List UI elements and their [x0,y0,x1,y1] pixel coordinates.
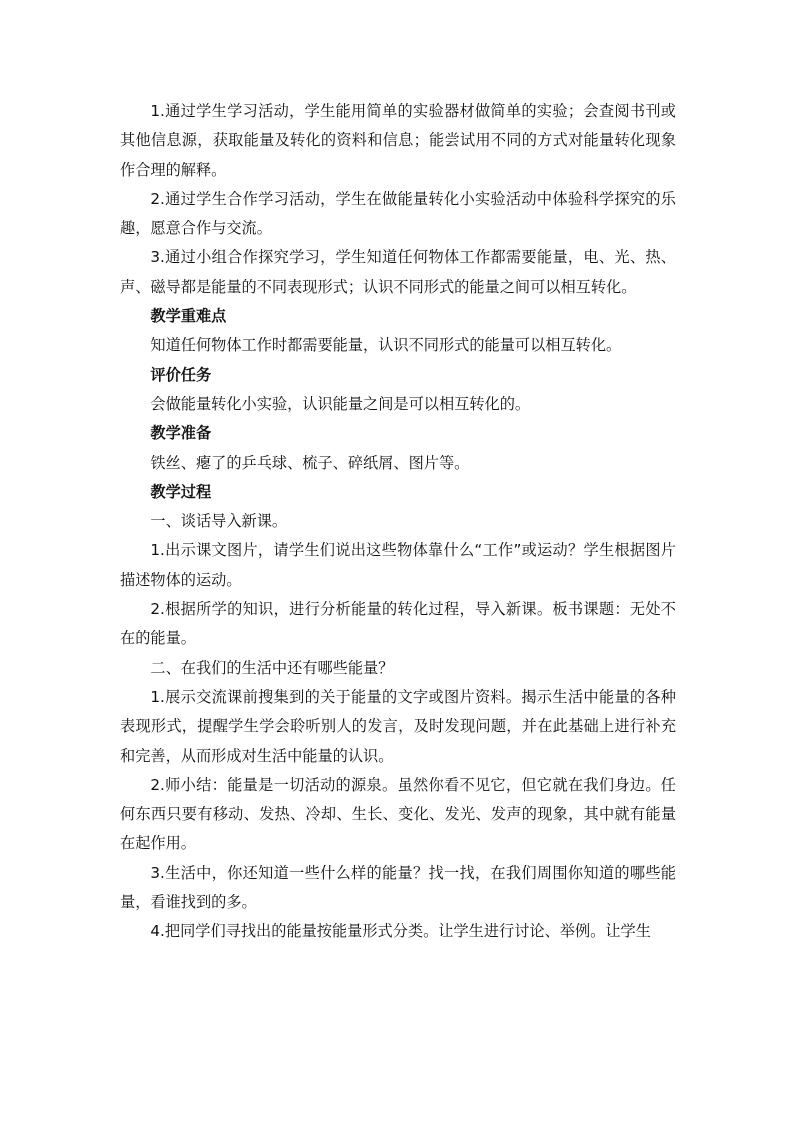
process-step-2-2: 2.师小结：能量是一切活动的源泉。虽然你看不见它，但它就在我们身边。任何东西只要有移动、发热、冷却、生长、变化、发光、发声的现象，其中就有能量在起作用。 [120,775,676,853]
objective-2: 2.通过学生合作学习活动，学生在做能量转化小实验活动中体验科学探究的乐趣，愿意合作与交流。 [120,189,676,238]
heading-process: 教学过程 [150,482,212,501]
preparation-text: 铁丝、瘪了的乒乓球、梳子、碎纸屑、图片等。 [150,453,470,472]
process-section-1: 一、谈话导入新课。 [150,512,288,531]
objective-1: 1.通过学生学习活动，学生能用简单的实验器材做简单的实验；会查阅书刊或其他信息源，获取能量及转化的资料和信息；能尝试用不同的方式对能量转化现象作合理的解释。 [120,102,676,179]
process-section-2: 二、在我们的生活中还有哪些能量？ [150,658,394,677]
process-step-1-2: 2.根据所学的知识，进行分析能量的转化过程，导入新课。板书课题：无处不在的能量。 [120,600,676,648]
heading-key-points: 教学重难点 [150,307,227,326]
document-page [120,97,676,947]
objective-3: 3.通过小组合作探究学习，学生知道任何物体工作都需要能量，电、光、热、声、磁导都是能量的不同表现形式；认识不同形式的能量之间可以相互转化。 [120,248,676,296]
key-points-text: 知道任何物体工作时都需要能量，认识不同形式的能量可以相互转化。 [150,336,622,355]
evaluation-text: 会做能量转化小实验，认识能量之间是可以相互转化的。 [150,394,531,413]
process-step-2-4: 4.把同学们寻找出的能量按能量形式分类。让学生进行讨论、举例。让学生 [150,922,651,941]
heading-preparation: 教学准备 [150,424,212,443]
process-step-1-1: 1.出示课文图片，请学生们说出这些物体靠什么“工作”或运动？学生根据图片描述物体的运动。 [120,541,676,589]
process-step-2-3: 3.生活中，你还知道一些什么样的能量？找一找，在我们周围你知道的哪些能量，看谁找到的多。 [120,863,676,912]
heading-evaluation: 评价任务 [150,365,212,384]
process-step-2-1: 1.展示交流课前搜集到的关于能量的文字或图片资料。揭示生活中能量的各种表现形式，提醒学生学会聆听别人的发言，及时发现问题，并在此基础上进行补充和完善，从而形成对生活中能量的认识。 [120,687,676,765]
